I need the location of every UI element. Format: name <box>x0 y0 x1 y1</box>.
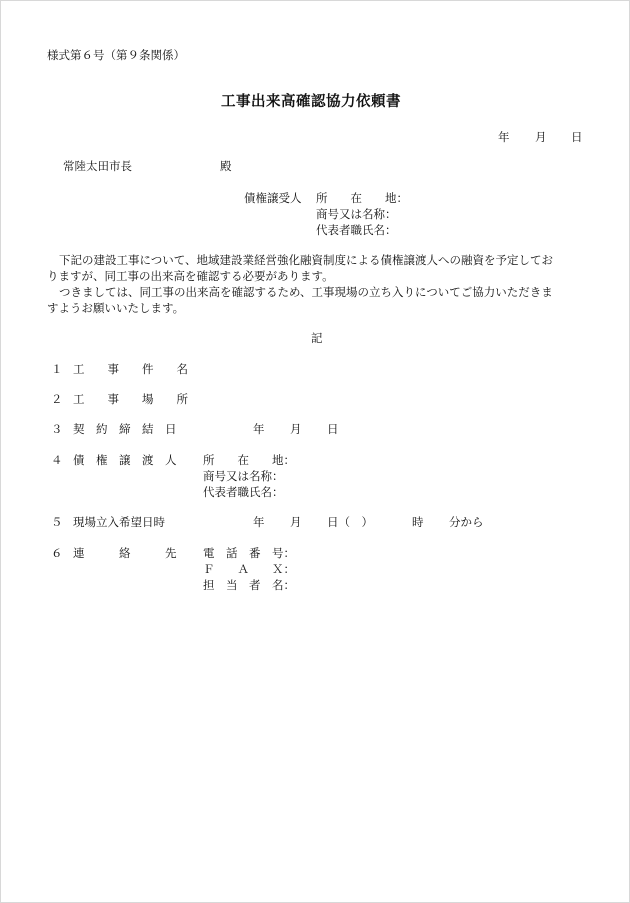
body-p2-line1: つきましては、同工事の出来高を確認するため、工事現場の立ち入りについてご協力いただきま <box>59 285 553 299</box>
body-p1-line1: 下記の建設工事について、地域建設業経営強化融資制度による債権譲渡人への融資を予定してお <box>59 253 554 267</box>
applicant-name-label: 商号又は名称： <box>316 207 397 221</box>
item-label: 連 絡 先 <box>73 546 177 560</box>
body-paragraph-2 <box>47 284 587 316</box>
applicant-role: 債権譲受人 <box>244 191 302 205</box>
visit-month: 月 <box>290 515 302 529</box>
body-p2-line2: すようお願いいたします。 <box>47 301 185 315</box>
visit-minute: 分から <box>449 515 484 529</box>
item-number: ４ <box>51 453 63 467</box>
contact-tel-label: 電 話 番 号： <box>203 546 295 560</box>
item-number: ３ <box>51 422 63 436</box>
visit-hour: 時 <box>412 515 424 529</box>
document-title: 工事出来高確認協力依頼書 <box>221 93 401 110</box>
item-number: ６ <box>51 546 63 560</box>
contract-year: 年 <box>253 422 265 436</box>
item-number: ５ <box>51 515 63 529</box>
item-number: ２ <box>51 392 63 406</box>
addressee-name: 常陸太田市長 <box>63 159 132 173</box>
applicant-rep-label: 代表者職氏名： <box>316 223 397 237</box>
visit-year: 年 <box>253 515 265 529</box>
item-label: 工 事 場 所 <box>73 392 188 406</box>
date-day: 日 <box>571 130 583 144</box>
form-number: 様式第６号（第９条関係） <box>47 48 185 62</box>
date-month: 月 <box>535 130 547 144</box>
body-paragraph-1 <box>47 252 587 284</box>
applicant-address-label: 所 在 地： <box>316 191 408 205</box>
assignor-name-label: 商号又は名称： <box>203 469 284 483</box>
item-label: 契 約 締 結 日 <box>73 422 177 436</box>
contact-person-label: 担 当 者 名： <box>203 578 295 592</box>
assignor-rep-label: 代表者職氏名： <box>203 485 284 499</box>
contract-month: 月 <box>290 422 302 436</box>
item-label: 工 事 件 名 <box>73 362 188 376</box>
item-label: 現場立入希望日時 <box>73 515 165 529</box>
ki-heading: 記 <box>311 331 323 345</box>
contract-day: 日 <box>327 422 339 436</box>
date-year: 年 <box>498 130 510 144</box>
item-label: 債 権 譲 渡 人 <box>73 453 177 467</box>
body-p1-line2: りますが、同工事の出来高を確認する必要があります。 <box>47 269 334 283</box>
addressee-honorific: 殿 <box>220 159 232 173</box>
item-number: １ <box>51 362 63 376</box>
contact-fax-label: Ｆ Ａ Ｘ： <box>203 562 295 576</box>
visit-day: 日（ ） <box>327 515 373 529</box>
assignor-address-label: 所 在 地： <box>203 453 295 467</box>
